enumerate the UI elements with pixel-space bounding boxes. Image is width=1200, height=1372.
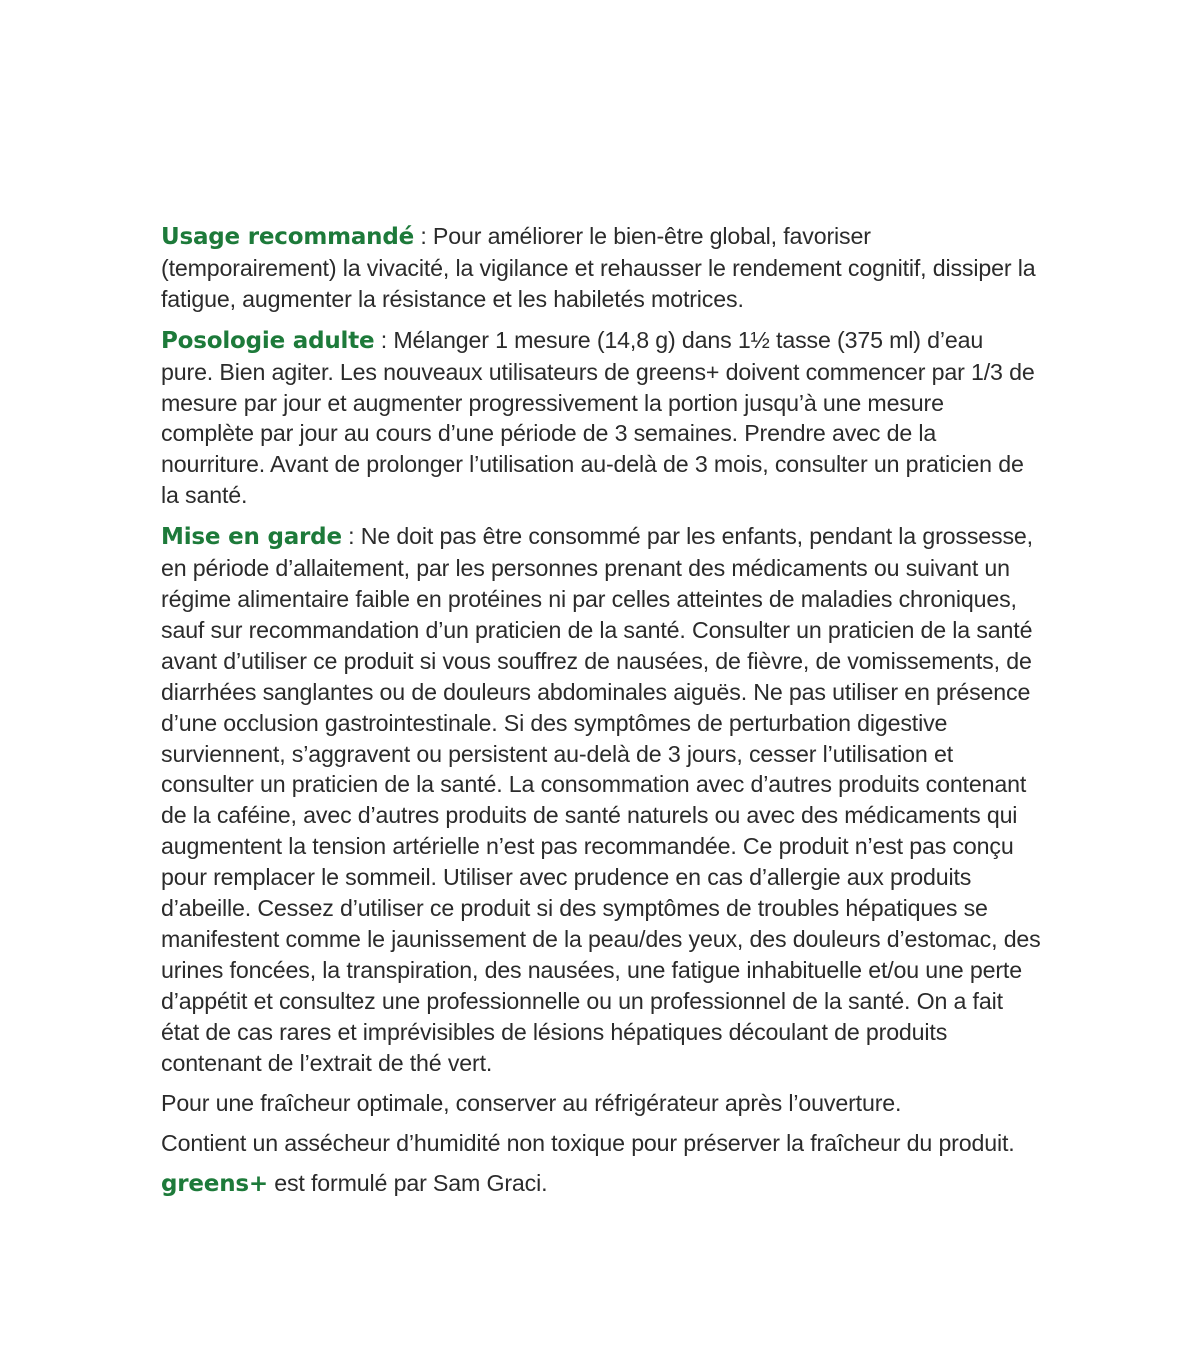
warning-heading: Mise en garde	[161, 524, 342, 551]
usage-paragraph	[161, 221, 1041, 315]
storage-paragraph	[161, 1088, 1041, 1119]
dosage-heading: Posologie adulte	[161, 327, 375, 354]
formulator-text: est formulé par Sam Graci.	[267, 1170, 548, 1197]
brand-name: greens+	[161, 1171, 268, 1198]
usage-text: Pour améliorer le bien-être global, favoriser (temporairement) la vivacité, la vigilance et rehausser le rendement cognitif, dissiper la fatigue, augmenter la résistance et les habiletés motrices.	[161, 223, 1036, 312]
warning-text: Ne doit pas être consommé par les enfants, pendant la grossesse, en période d’allaitement, par les personnes prenant des médicaments ou suivant un régime alimentaire faible en protéines ni par celles atteintes de maladies chroniques, sauf sur recommandation d’un praticien de la santé. Consulter un praticien de la santé avant d’utiliser ce produit si vous souffrez de nausées, de fièvre, de vomissements, de diarrhées sanglantes ou de douleurs abdominales aiguës. Ne pas utiliser en présence d’une occlusion gastrointestinale. Si des symptômes de perturbation digestive surviennent, s’aggravent ou persistent au-delà de 3 jours, cesser l’utilisation et consulter un praticien de la santé. La consommation avec d’autres produits contenant de la caféine, avec d’autres produits de santé naturels ou avec des médicaments qui augmentent la tension artérielle n’est pas recommandée. Ce produit n’est pas conçu pour remplacer le sommeil. Utiliser avec prudence en cas d’allergie aux produits d’abeille. Cessez d’utiliser ce produit si des symptômes de troubles hépatiques se manifestent comme le jaunissement de la peau/des yeux, des douleurs d’estomac, des urines foncées, la transpiration, des nausées, une fatigue inhabituelle et/ou une perte d’appétit et consultez une professionnelle ou un professionnel de la santé. On a fait état de cas rares et imprévisibles de lésions hépatiques découlant de produits contenant de l’extrait de thé vert.	[161, 523, 1041, 1076]
dosage-text: Mélanger 1 mesure (14,8 g) dans 1½ tasse (375 ml) d’eau pure. Bien agiter. Les nouveaux utilisateurs de greens+ doivent commencer par 1/3 de mesure par jour et augmenter progressivement la portion jusqu’à une mesure complète par jour au cours d’une période de 3 semaines. Prendre avec de la nourriture. Avant de prolonger l’utilisation au-delà de 3 mois, consulter un praticien de la santé.	[161, 326, 1035, 509]
dosage-separator: :	[374, 326, 394, 353]
storage-text: Pour une fraîcheur optimale, conserver au réfrigérateur après l’ouverture.	[161, 1090, 902, 1117]
desiccant-paragraph	[161, 1128, 1041, 1159]
formulator-paragraph	[161, 1168, 1041, 1200]
dosage-paragraph	[161, 325, 1041, 511]
usage-separator: :	[414, 223, 433, 249]
warning-paragraph	[161, 521, 1041, 1078]
desiccant-text: Contient un assécheur d’humidité non toxique pour préserver la fraîcheur du produit.	[161, 1130, 1015, 1157]
warning-separator: :	[341, 523, 361, 550]
product-label-text	[161, 221, 1041, 1210]
usage-heading: Usage recommandé	[161, 224, 415, 250]
